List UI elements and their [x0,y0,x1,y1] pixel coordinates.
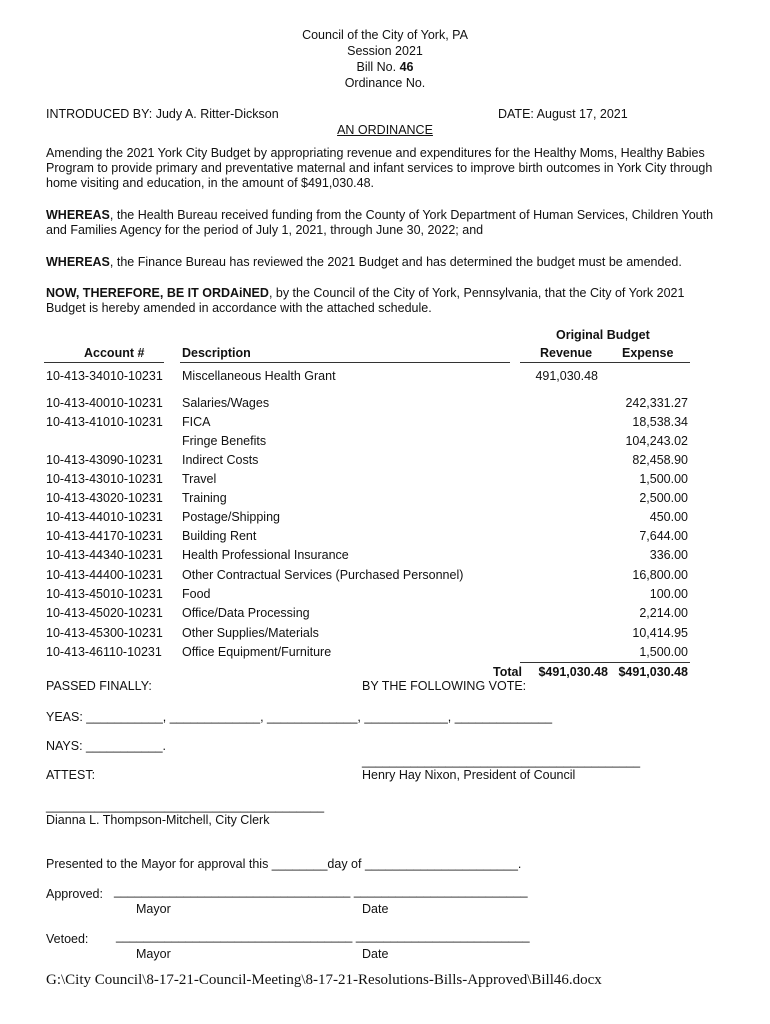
table-row [0,472,770,490]
by-vote-label: BY THE FOLLOWING VOTE: [362,679,527,693]
description-cell: Training [182,491,227,505]
now-therefore-text: , by the Council of the City of York, Pennsylvania, that the City of York 2021 Budget is hereby amended in accordance with the attached schedule. [46,286,685,315]
description-cell: Miscellaneous Health Grant [182,369,336,383]
expense-cell: 2,500.00 [639,491,688,505]
header-rule [44,362,164,363]
account-cell: 10-413-44010-10231 [46,510,163,524]
passed-finally-label: PASSED FINALLY: [46,679,152,693]
expense-cell: 18,538.34 [632,415,688,429]
account-cell: 10-413-43090-10231 [46,453,163,467]
ordinance-number-line: Ordinance No. [344,76,426,90]
account-cell: 10-413-45300-10231 [46,626,163,640]
expense-cell: 242,331.27 [625,396,688,410]
expense-cell: 82,458.90 [632,453,688,467]
total-label: Total [493,665,522,679]
account-cell: 10-413-44400-10231 [46,568,163,582]
table-row [0,510,770,528]
president-signature-line: ________________________________________ [362,754,641,768]
description-cell: Office/Data Processing [182,606,310,620]
description-cell: Indirect Costs [182,453,259,467]
clerk-name: Dianna L. Thompson-Mitchell, City Clerk [46,813,270,827]
table-row [0,415,770,433]
table-row [0,434,770,452]
expense-cell: 1,500.00 [639,472,688,486]
clerk-signature-line: ________________________________________ [46,799,325,813]
account-cell: 10-413-44340-10231 [46,548,163,562]
description-cell: Salaries/Wages [182,396,270,410]
date-line: DATE: August 17, 2021 [498,107,628,121]
expense-cell: 450.00 [649,510,688,524]
description-cell: Travel [182,472,217,486]
total-revenue: $491,030.48 [538,665,608,679]
expense-cell: 2,214.00 [639,606,688,620]
council-heading: Council of the City of York, PA [302,28,468,42]
whereas-text: , the Health Bureau received funding from the County of York Department of Human Services, Children Youth and Families Agency for the period of July 1, 2021, through June 30, 2022; and [46,208,714,237]
vetoed-mayor-label: Mayor [136,947,171,961]
description-column-header: Description [182,346,251,360]
file-path-footer: G:\City Council\8-17-21-Council-Meeting\8-17-21-Resolutions-Bills-Approved\Bill46.docx [46,972,602,988]
expense-cell: 7,644.00 [639,529,688,543]
revenue-column-header: Revenue [540,346,593,360]
table-row [0,491,770,509]
account-cell: 10-413-41010-10231 [46,415,163,429]
yeas-line: YEAS: ___________, _____________, _____________, ____________, ______________ [46,710,553,724]
account-cell: 10-413-43020-10231 [46,491,163,505]
account-cell: 10-413-44170-10231 [46,529,163,543]
approved-mayor-label: Mayor [136,902,171,916]
account-cell: 10-413-40010-10231 [46,396,163,410]
vetoed-label: Vetoed: [46,932,89,946]
original-budget-header: Original Budget [556,328,650,342]
table-row [0,587,770,605]
presented-to-mayor: Presented to the Mayor for approval this ________day of ______________________. [46,857,522,871]
vetoed-signature-lines: __________________________________ _________________________ [116,929,530,943]
total-rule [520,662,690,663]
table-row [0,568,770,586]
revenue-cell: 491,030.48 [535,369,598,383]
attest-label: ATTEST: [46,768,96,782]
description-cell: Building Rent [182,529,257,543]
bill-number-line [0,60,770,74]
table-row [0,396,770,414]
description-cell: Food [182,587,211,601]
session-line: Session 2021 [347,44,423,58]
table-row [0,453,770,471]
expense-cell: 1,500.00 [639,645,688,659]
bill-prefix: Bill No. [356,60,400,74]
account-cell: 10-413-34010-10231 [46,369,163,383]
president-name: Henry Hay Nixon, President of Council [362,768,576,782]
nays-line: NAYS: ___________. [46,739,167,753]
whereas-lead: WHEREAS [46,208,110,222]
description-cell: Office Equipment/Furniture [182,645,332,659]
expense-column-header: Expense [622,346,674,360]
table-row [0,369,770,387]
whereas-paragraph-1 [46,208,726,238]
introduced-by: INTRODUCED BY: Judy A. Ritter-Dickson [46,107,279,121]
table-row [0,606,770,624]
account-column-header: Account # [84,346,145,360]
table-row [0,548,770,566]
now-therefore-lead: NOW, THEREFORE, BE IT ORDAiNED [46,286,269,300]
expense-cell: 336.00 [649,548,688,562]
now-therefore-paragraph [46,286,726,316]
expense-cell: 16,800.00 [632,568,688,582]
approved-label: Approved: [46,887,103,901]
table-row [0,645,770,663]
whereas-lead: WHEREAS [46,255,110,269]
account-cell: 10-413-45010-10231 [46,587,163,601]
description-cell: FICA [182,415,211,429]
account-cell: 10-413-46110-10231 [46,645,162,659]
approved-date-label: Date [362,902,389,916]
amending-paragraph: Amending the 2021 York City Budget by appropriating revenue and expenditures for the Healthy Moms, Healthy Babies Program to provide primary and preventative maternal and infant services to improve birth outcomes in York City through home visiting and education, in the amount of $491,030.48. [46,146,713,190]
account-cell: 10-413-45020-10231 [46,606,163,620]
approved-signature-lines: __________________________________ _________________________ [114,884,528,898]
description-cell: Other Supplies/Materials [182,626,319,640]
description-cell: Postage/Shipping [182,510,280,524]
expense-cell: 104,243.02 [625,434,688,448]
description-cell: Other Contractual Services (Purchased Personnel) [182,568,464,582]
account-cell: 10-413-43010-10231 [46,472,163,486]
table-row [0,529,770,547]
expense-cell: 100.00 [649,587,688,601]
header-rule [180,362,510,363]
whereas-paragraph-2 [46,255,726,270]
whereas-text: , the Finance Bureau has reviewed the 2021 Budget and has determined the budget must be amended. [109,255,682,269]
description-cell: Health Professional Insurance [182,548,349,562]
expense-cell: 10,414.95 [632,626,688,640]
vetoed-date-label: Date [362,947,389,961]
table-row [0,626,770,644]
description-cell: Fringe Benefits [182,434,267,448]
bill-number: 46 [399,60,414,74]
ordinance-title: AN ORDINANCE [337,123,433,137]
total-expense: $491,030.48 [618,665,688,679]
header-rule [520,362,690,363]
